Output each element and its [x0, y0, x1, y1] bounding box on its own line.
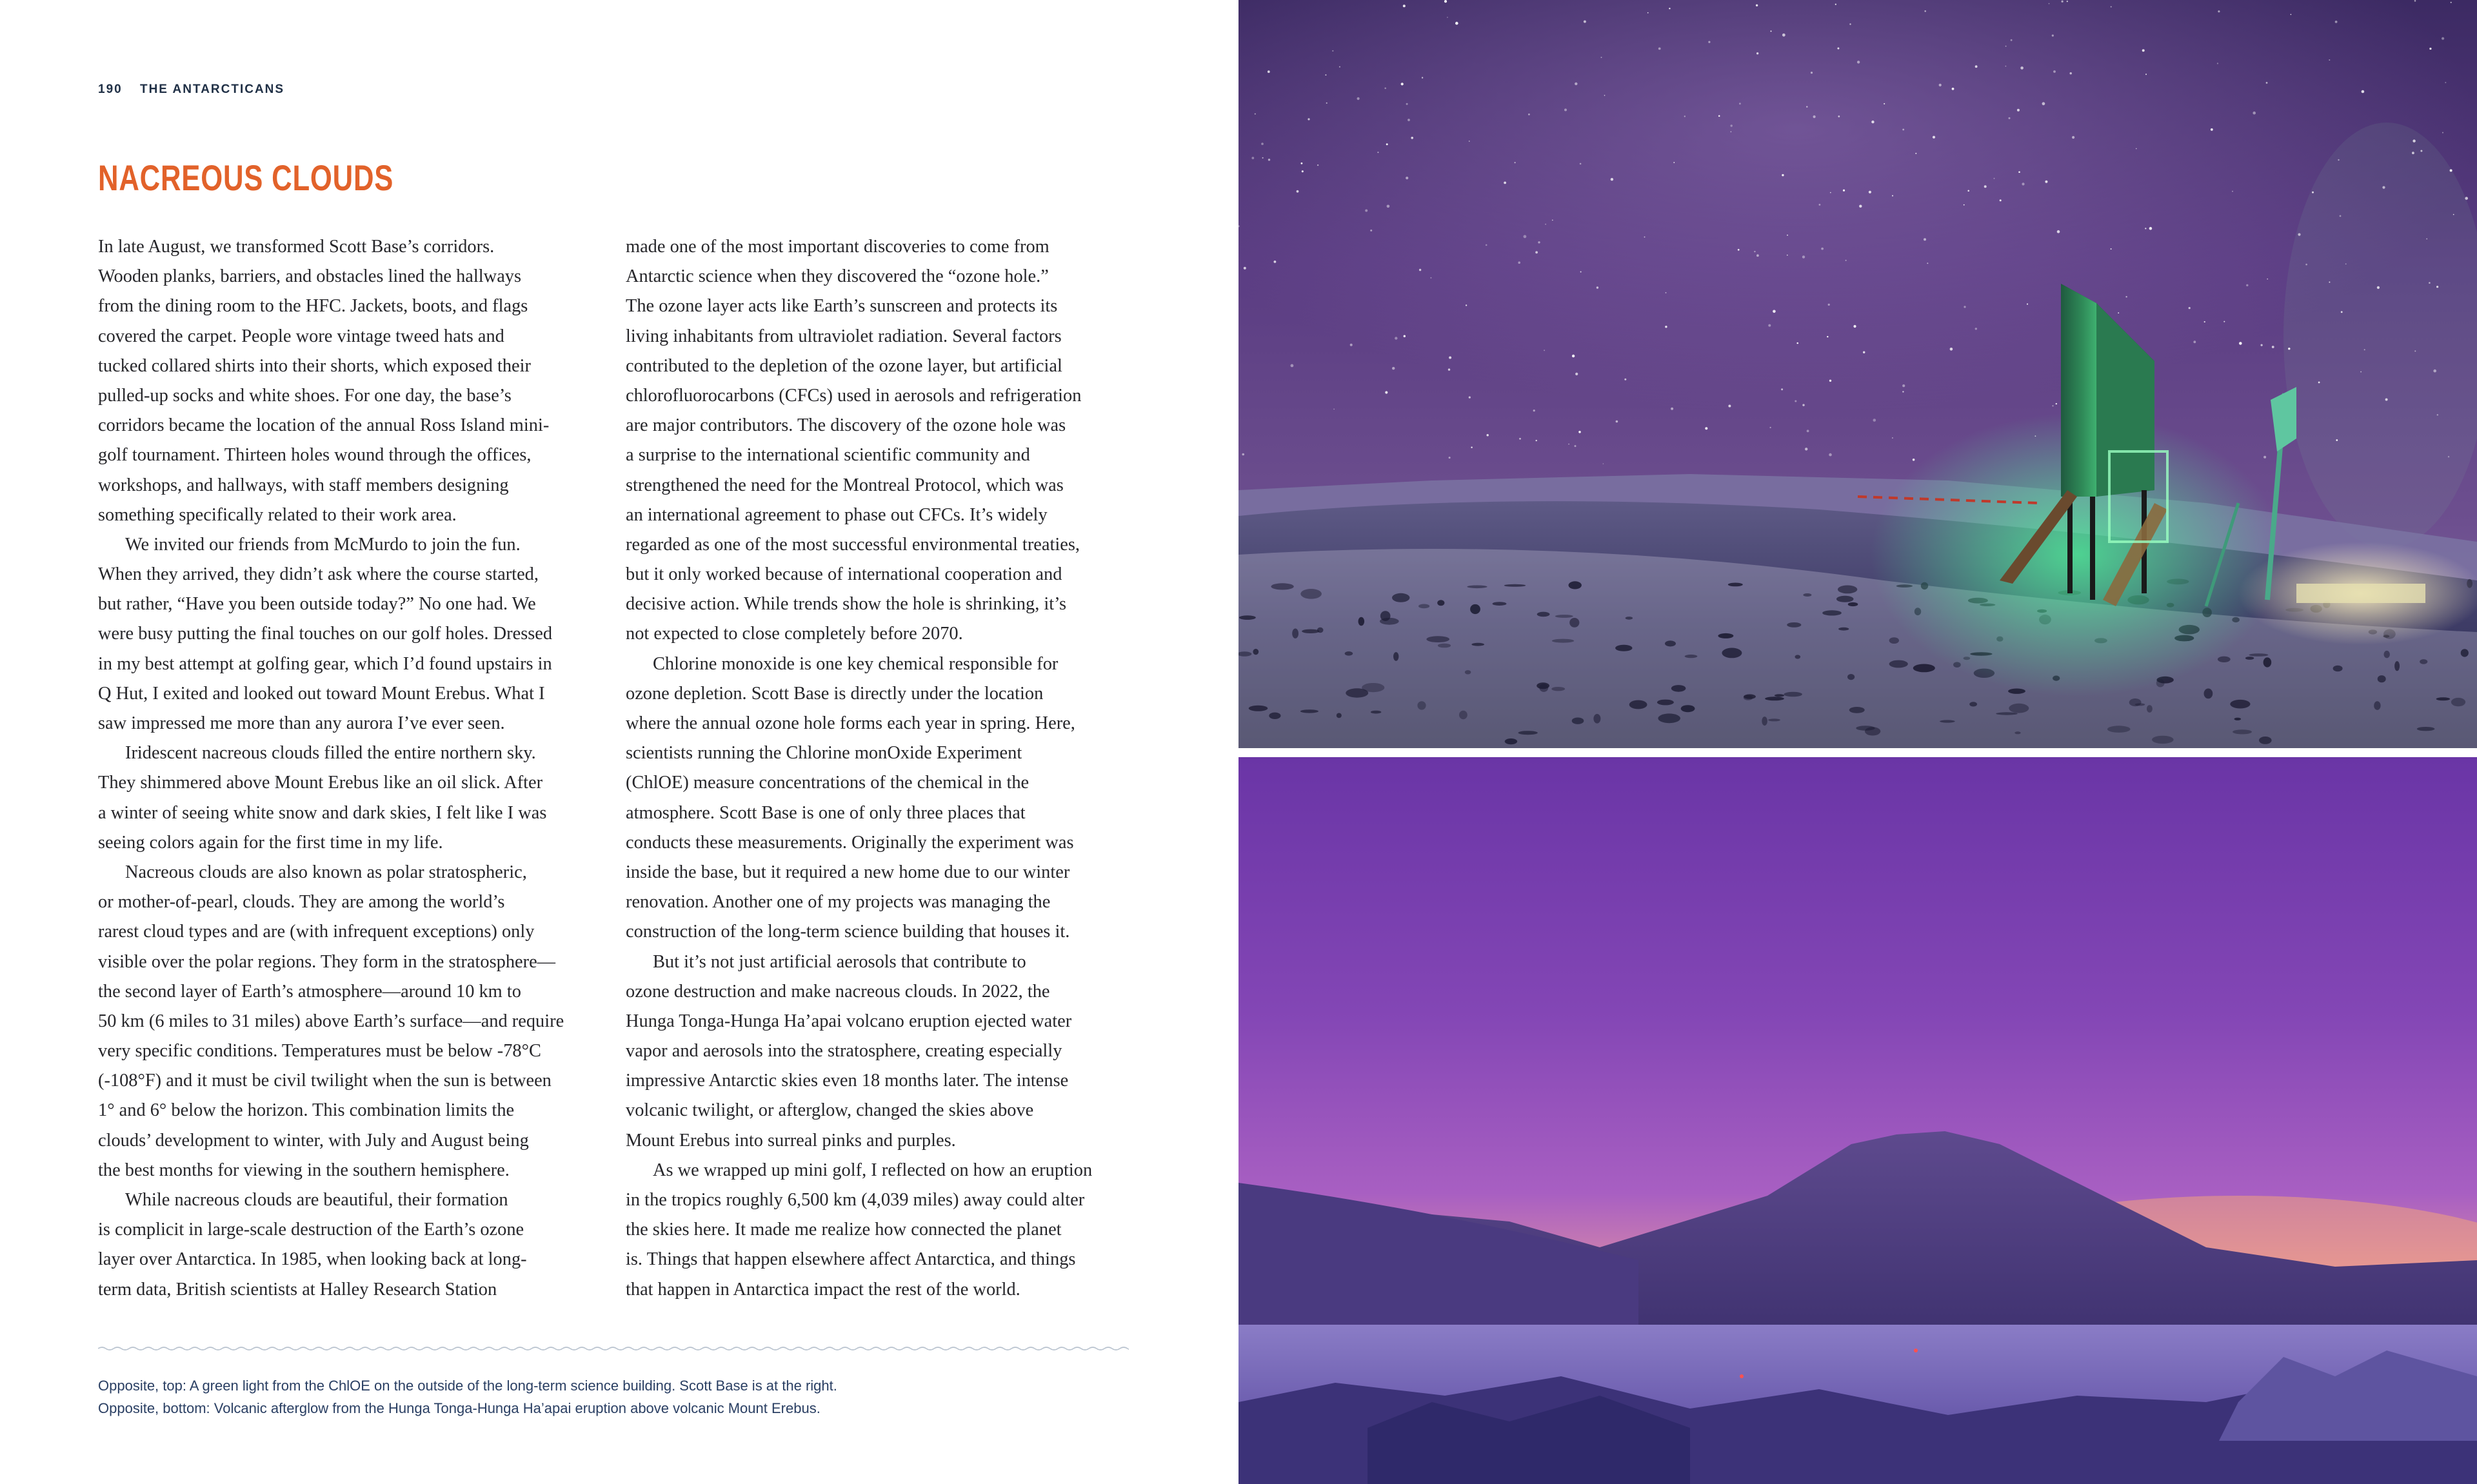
- body-text-line: in the tropics roughly 6,500 km (4,039 miles) away could alter: [626, 1190, 1085, 1210]
- body-text-line: were busy putting the final touches on our golf holes. Dressed: [98, 624, 553, 644]
- text-page: [0, 0, 1235, 1484]
- body-text-line: (ChlOE) measure concentrations of the chemical in the: [626, 773, 1030, 793]
- body-text-line: contributed to the depletion of the ozone layer, but artificial: [626, 355, 1062, 376]
- body-text-line: the skies here. It made me realize how connected the planet: [626, 1220, 1062, 1240]
- body-text-line: inside the base, but it required a new home due to our winter: [626, 862, 1070, 882]
- body-text-line: a winter of seeing white snow and dark skies, I felt like I was: [98, 802, 547, 823]
- body-text-line: is complicit in large-scale destruction of the Earth’s ozone: [98, 1220, 524, 1240]
- body-text-line: Nacreous clouds are also known as polar stratospheric,: [125, 862, 527, 882]
- body-text-line: volcanic twilight, or afterglow, changed the skies above: [626, 1100, 1034, 1121]
- body-text-line: But it’s not just artificial aerosols that contribute to: [653, 951, 1026, 972]
- page-number: 190: [98, 83, 123, 96]
- body-text-line: are major contributors. The discovery of the ozone hole was: [626, 415, 1066, 436]
- body-text-line: regarded as one of the most successful environmental treaties,: [626, 534, 1080, 555]
- caption-bottom: Opposite, bottom: Volcanic afterglow from the Hunga Tonga-Hunga Ha’apai eruption above volcanic Mount Erebus.: [98, 1400, 821, 1416]
- body-text-line: term data, British scientists at Halley Research Station: [98, 1279, 497, 1300]
- body-text-line: 1° and 6° below the horizon. This combination limits the: [98, 1100, 515, 1121]
- body-text-line: Chlorine monoxide is one key chemical responsible for: [653, 653, 1059, 674]
- caption-divider: [98, 1345, 1129, 1352]
- body-text-line: from the dining room to the HFC. Jackets, boots, and flags: [98, 296, 528, 317]
- body-text-line: but rather, “Have you been outside today?” No one had. We: [98, 594, 536, 615]
- photo-page: [1235, 0, 2477, 1484]
- body-text-line: As we wrapped up mini golf, I reflected on how an eruption: [653, 1160, 1093, 1180]
- body-text-line: not expected to close completely before 2070.: [626, 624, 963, 644]
- body-text-line: Antarctic science when they discovered the “ozone hole.”: [626, 266, 1049, 287]
- body-text-line: very specific conditions. Temperatures must be below -78°C: [98, 1041, 541, 1062]
- body-text-line: decisive action. While trends show the hole is shrinking, it’s: [626, 594, 1067, 615]
- body-text-line: We invited our friends from McMurdo to join the fun.: [125, 534, 521, 555]
- body-text-line: pulled-up socks and white shoes. For one day, the base’s: [98, 385, 512, 406]
- body-text-line: They shimmered above Mount Erebus like an oil slick. After: [98, 773, 543, 793]
- body-text-line: Iridescent nacreous clouds filled the entire northern sky.: [125, 743, 536, 764]
- body-text-line: but it only worked because of international cooperation and: [626, 564, 1062, 585]
- running-head: [98, 83, 284, 97]
- body-text-line: vapor and aerosols into the stratosphere, creating especially: [626, 1041, 1062, 1062]
- body-text-line: impressive Antarctic skies even 18 months later. The intense: [626, 1071, 1069, 1091]
- body-text-line: rarest cloud types and are (with infrequent exceptions) only: [98, 922, 535, 942]
- body-text-line: In late August, we transformed Scott Base’s corridors.: [98, 237, 495, 257]
- body-text-line: atmosphere. Scott Base is one of only three places that: [626, 802, 1026, 823]
- body-text-line: The ozone layer acts like Earth’s sunscreen and protects its: [626, 296, 1058, 317]
- body-text-line: in my best attempt at golfing gear, which I’d found upstairs in: [98, 653, 552, 674]
- body-text-line: scientists running the Chlorine monOxide Experiment: [626, 743, 1022, 764]
- text-column-left: [98, 232, 614, 1305]
- body-text-line: golf tournament. Thirteen holes wound through the offices,: [98, 445, 532, 466]
- body-text-line: strengthened the need for the Montreal Protocol, which was: [626, 475, 1064, 495]
- body-text-line: layer over Antarctica. In 1985, when looking back at long-: [98, 1249, 527, 1270]
- book-title: THE ANTARCTICANS: [139, 83, 285, 96]
- body-text-line: something specifically related to their work area.: [98, 504, 457, 525]
- body-text-line: covered the carpet. People wore vintage tweed hats and: [98, 326, 504, 346]
- body-text-line: where the annual ozone hole forms each year in spring. Here,: [626, 713, 1075, 733]
- section-heading: NACREOUS CLOUDS: [98, 157, 394, 198]
- body-text-line: visible over the polar regions. They form in the stratosphere—: [98, 951, 556, 972]
- body-text-line: saw impressed me more than any aurora I’ve ever seen.: [98, 713, 505, 733]
- body-text-line: made one of the most important discoveries to come from: [626, 237, 1049, 257]
- body-text-line: 50 km (6 miles to 31 miles) above Earth’s surface—and require: [98, 1011, 564, 1031]
- body-text-line: ozone depletion. Scott Base is directly under the location: [626, 683, 1044, 704]
- caption-top: Opposite, top: A green light from the ChlOE on the outside of the long-term science building. Scott Base is at the right.: [98, 1378, 837, 1394]
- body-text-line: (-108°F) and it must be civil twilight when the sun is between: [98, 1071, 552, 1091]
- body-text-line: renovation. Another one of my projects was managing the: [626, 892, 1051, 913]
- body-text-line: or mother-of-pearl, clouds. They are among the world’s: [98, 892, 505, 913]
- body-text-line: Hunga Tonga-Hunga Ha’apai volcano eruption ejected water: [626, 1011, 1072, 1031]
- body-text-line: workshops, and hallways, with staff members designing: [98, 475, 509, 495]
- photo-science-building-night: [1238, 0, 2477, 748]
- body-text-line: Q Hut, I exited and looked out toward Mount Erebus. What I: [98, 683, 545, 704]
- body-text-line: living inhabitants from ultraviolet radiation. Several factors: [626, 326, 1062, 346]
- body-text-line: that happen in Antarctica impact the rest of the world.: [626, 1279, 1020, 1300]
- body-text-line: Mount Erebus into surreal pinks and purples.: [626, 1130, 956, 1151]
- body-text-line: seeing colors again for the first time in my life.: [98, 832, 443, 853]
- body-text-line: tucked collared shirts into their shorts, which exposed their: [98, 355, 531, 376]
- body-text-line: conducts these measurements. Originally the experiment was: [626, 832, 1074, 853]
- text-column-right: [626, 232, 1142, 1305]
- body-text-line: construction of the long-term science building that houses it.: [626, 922, 1070, 942]
- body-text-line: chlorofluorocarbons (CFCs) used in aerosols and refrigeration: [626, 385, 1082, 406]
- body-text-line: the best months for viewing in the southern hemisphere.: [98, 1160, 510, 1180]
- body-text-line: the second layer of Earth’s atmosphere—around 10 km to: [98, 981, 521, 1002]
- body-text-line: When they arrived, they didn’t ask where the course started,: [98, 564, 539, 585]
- body-text-line: Wooden planks, barriers, and obstacles lined the hallways: [98, 266, 522, 287]
- body-text-line: While nacreous clouds are beautiful, their formation: [125, 1190, 508, 1210]
- body-text-line: is. Things that happen elsewhere affect Antarctica, and things: [626, 1249, 1076, 1270]
- body-text-line: clouds’ development to winter, with July and August being: [98, 1130, 529, 1151]
- photo-mount-erebus-afterglow: [1238, 757, 2477, 1484]
- body-text-line: a surprise to the international scientific community and: [626, 445, 1030, 466]
- photo-captions: [98, 1374, 1195, 1420]
- body-text-line: an international agreement to phase out CFCs. It’s widely: [626, 504, 1048, 525]
- body-text-line: corridors became the location of the annual Ross Island mini-: [98, 415, 550, 436]
- body-text-line: ozone destruction and make nacreous clouds. In 2022, the: [626, 981, 1050, 1002]
